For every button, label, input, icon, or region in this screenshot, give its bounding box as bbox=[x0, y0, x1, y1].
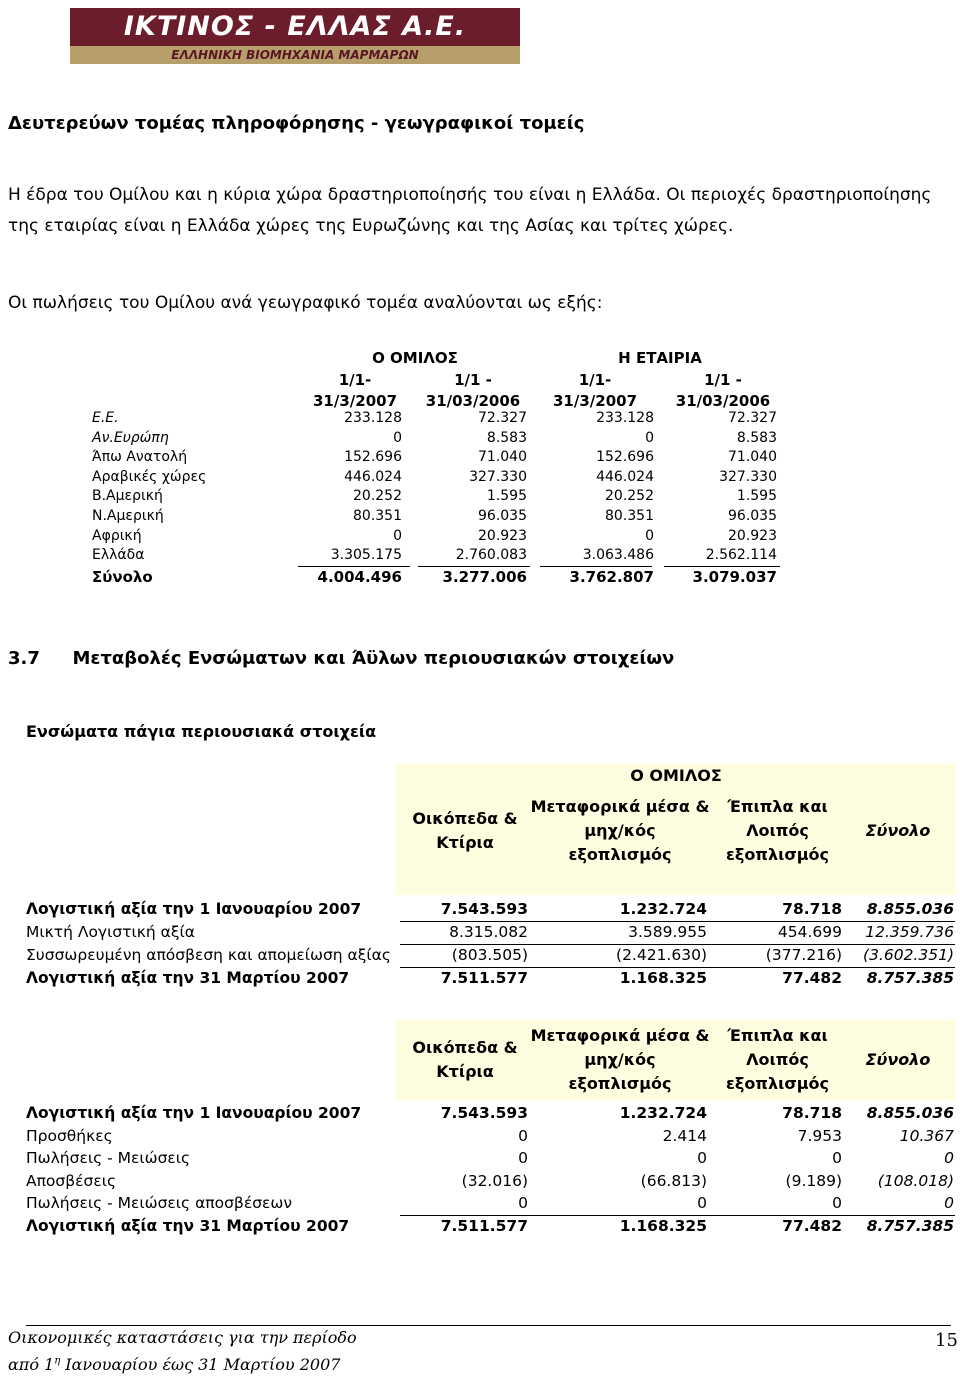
assets-row-label: Προσθήκες bbox=[26, 1126, 113, 1145]
geo-total-rule bbox=[664, 566, 780, 567]
geo-cell-d: 327.330 bbox=[719, 468, 777, 485]
assets-cell-land: (803.505) bbox=[451, 946, 528, 964]
assets-col-header: Μεταφορικά μέσα & bbox=[530, 1026, 710, 1045]
footer-line2-post: Ιανουαρίου έως 31 Μαρτίου 2007 bbox=[60, 1355, 341, 1374]
geo-cell-a: 0 bbox=[393, 429, 402, 446]
assets-row-label: Μικτή Λογιστική αξία bbox=[26, 923, 195, 941]
assets-col-header: εξοπλισμός bbox=[725, 845, 830, 864]
col-c-line1: 1/1- bbox=[578, 371, 612, 389]
assets-row-label: Λογιστική αξία την 31 Μαρτίου 2007 bbox=[26, 1216, 350, 1235]
paragraph-line-2: της εταιρίας είναι η Ελλάδα χώρες της Ευρωζώνης και της Ασίας και τρίτες χώρες. bbox=[8, 216, 734, 236]
assets-cell-vehicles: (66.813) bbox=[640, 1171, 707, 1190]
assets-cell-furniture: 7.953 bbox=[797, 1126, 842, 1145]
assets-cell-total: 10.367 bbox=[899, 1126, 954, 1145]
assets-col-header: Έπιπλα και bbox=[727, 1026, 828, 1045]
assets-cell-total: (3.602.351) bbox=[863, 946, 954, 964]
assets-cell-vehicles: 1.168.325 bbox=[619, 969, 707, 987]
assets-cell-land: 7.543.593 bbox=[440, 900, 528, 918]
assets-row-rule bbox=[400, 921, 955, 922]
section-title-geographic: Δευτερεύων τομέας πληροφόρησης - γεωγραφικοί τομείς bbox=[8, 113, 585, 134]
geo-row-label: Αραβικές χώρες bbox=[92, 468, 207, 485]
assets-cell-total: 8.855.036 bbox=[866, 900, 954, 918]
geo-cell-c: 233.128 bbox=[596, 410, 654, 426]
assets-cell-land: 7.543.593 bbox=[440, 1104, 528, 1122]
section-number: 3.7 bbox=[8, 648, 40, 669]
assets-cell-vehicles: (2.421.630) bbox=[616, 946, 707, 964]
assets-cell-land: 0 bbox=[518, 1194, 528, 1212]
geo-total-rule bbox=[298, 566, 410, 567]
geo-cell-a: 4.004.496 bbox=[317, 567, 402, 586]
assets-row-label: Συσσωρευμένη απόσβεση και απομείωση αξίας bbox=[26, 946, 391, 964]
geo-cell-c: 3.762.807 bbox=[569, 567, 654, 586]
assets-cell-land: 8.315.082 bbox=[449, 923, 528, 941]
assets-row-label: Λογιστική αξία την 1 Ιανουαρίου 2007 bbox=[26, 900, 362, 918]
assets-cell-land: (32.016) bbox=[461, 1171, 528, 1190]
assets-cell-furniture: (9.189) bbox=[785, 1171, 842, 1190]
assets-cell-total: 12.359.736 bbox=[865, 923, 954, 941]
assets-row-rule bbox=[400, 944, 955, 945]
geo-cell-b: 3.277.006 bbox=[442, 567, 527, 586]
geo-cell-d: 3.079.037 bbox=[692, 567, 777, 586]
assets-cell-furniture: 0 bbox=[832, 1194, 842, 1212]
geo-cell-a: 446.024 bbox=[344, 468, 402, 485]
assets-cell-furniture: 78.718 bbox=[782, 900, 842, 918]
geo-cell-a: 80.351 bbox=[353, 508, 402, 524]
geo-cell-d: 72.327 bbox=[728, 410, 777, 426]
sales-intro: Οι πωλήσεις του Ομίλου ανά γεωγραφικό τομέα αναλύονται ως εξής: bbox=[8, 293, 603, 313]
assets-cell-vehicles: 1.232.724 bbox=[619, 1104, 707, 1122]
geo-row-label: Αν.Ευρώπη bbox=[92, 429, 169, 446]
assets-cell-land: 0 bbox=[518, 1126, 528, 1145]
assets-col-header: Έπιπλα και bbox=[727, 797, 828, 816]
col-d-line2: 31/03/2006 bbox=[675, 392, 771, 410]
assets-col-header: Κτίρια bbox=[436, 1062, 494, 1081]
geo-cell-c: 0 bbox=[645, 429, 654, 446]
assets-cell-vehicles: 1.232.724 bbox=[619, 900, 707, 918]
geo-cell-b: 72.327 bbox=[478, 410, 527, 426]
assets-col-header: Λοιπός bbox=[746, 821, 809, 840]
geo-cell-b: 2.760.083 bbox=[455, 547, 527, 564]
section-heading: Μεταβολές Ενσώματων και Άϋλων περιουσιακών στοιχείων bbox=[72, 648, 675, 669]
assets-cell-furniture: 0 bbox=[832, 1149, 842, 1167]
section-title-assets bbox=[8, 648, 674, 669]
company-logo bbox=[70, 8, 520, 66]
assets-row-label: Πωλήσεις - Μειώσεις bbox=[26, 1149, 191, 1167]
assets-col-header: μηχ/κός bbox=[584, 1050, 656, 1069]
geo-cell-b: 96.035 bbox=[478, 508, 527, 524]
assets-row-label: Πωλήσεις - Μειώσεις αποσβέσεων bbox=[26, 1194, 293, 1212]
geo-total-rule bbox=[418, 566, 530, 567]
assets-cell-furniture: 78.718 bbox=[782, 1104, 842, 1122]
assets-cell-land: 7.511.577 bbox=[440, 1216, 528, 1235]
assets-cell-furniture: 454.699 bbox=[777, 923, 842, 941]
assets-row-label: Λογιστική αξία την 31 Μαρτίου 2007 bbox=[26, 969, 350, 987]
geo-cell-d: 96.035 bbox=[728, 508, 777, 524]
geo-cell-b: 8.583 bbox=[486, 429, 527, 446]
geo-row-label: Άπω Ανατολή bbox=[92, 449, 188, 466]
assets-col-header: Κτίρια bbox=[436, 833, 494, 852]
assets-col-header: εξοπλισμός bbox=[568, 1074, 672, 1093]
geo-row-label: Ελλάδα bbox=[92, 547, 145, 564]
geo-row-label: Β.Αμερική bbox=[92, 488, 163, 505]
assets-col-header: Σύνολο bbox=[865, 821, 931, 840]
assets-col-header: Σύνολο bbox=[865, 1050, 931, 1069]
geo-cell-d: 20.923 bbox=[728, 527, 777, 544]
assets-col-header: Λοιπός bbox=[746, 1050, 809, 1069]
assets-cell-land: 0 bbox=[518, 1149, 528, 1167]
assets-col-header: εξοπλισμός bbox=[725, 1074, 830, 1093]
logo-subtitle: ΕΛΛΗΝΙΚΗ ΒΙΟΜΗΧΑΝΙΑ ΜΑΡΜΑΡΩΝ bbox=[70, 46, 520, 64]
geo-cell-b: 71.040 bbox=[478, 449, 527, 466]
col-b-line1: 1/1 - bbox=[454, 371, 492, 389]
geo-cell-c: 446.024 bbox=[596, 468, 654, 485]
assets-row-label: Λογιστική αξία την 1 Ιανουαρίου 2007 bbox=[26, 1104, 362, 1122]
col-c-line2: 31/3/2007 bbox=[552, 392, 638, 410]
geo-total-label: Σύνολο bbox=[92, 567, 153, 586]
assets-cell-vehicles: 3.589.955 bbox=[628, 923, 707, 941]
footer-line2-sup: η bbox=[54, 1355, 61, 1367]
logo-brand: ΙΚΤΙΝΟΣ - ΕΛΛΑΣ Α.Ε. bbox=[70, 8, 520, 46]
col-b-line2: 31/03/2006 bbox=[425, 392, 521, 410]
assets-cell-total: 8.757.385 bbox=[866, 1216, 954, 1235]
geo-cell-c: 0 bbox=[645, 527, 654, 544]
page-number: 15 bbox=[935, 1330, 958, 1351]
footer-line-1: Οικονομικές καταστάσεις για την περίοδο bbox=[8, 1328, 357, 1347]
geo-cell-c: 3.063.486 bbox=[582, 547, 654, 564]
assets-col-header: Οικόπεδα & bbox=[412, 1038, 518, 1057]
geo-row-label: Ν.Αμερική bbox=[92, 508, 164, 524]
geo-total-rule bbox=[540, 566, 652, 567]
assets-row-rule bbox=[400, 967, 955, 968]
geo-cell-d: 1.595 bbox=[736, 488, 777, 505]
assets-cell-total: 8.855.036 bbox=[866, 1104, 954, 1122]
group-header: Ο ΟΜΙΛΟΣ bbox=[372, 349, 458, 367]
geo-cell-a: 233.128 bbox=[344, 410, 402, 426]
geo-cell-b: 20.923 bbox=[478, 527, 527, 544]
geo-cell-c: 152.696 bbox=[596, 449, 654, 466]
geo-row-label: Ε.Ε. bbox=[92, 410, 119, 426]
col-a-line1: 1/1- bbox=[338, 371, 372, 389]
assets-cell-vehicles: 1.168.325 bbox=[619, 1216, 707, 1235]
assets-cell-vehicles: 0 bbox=[697, 1194, 707, 1212]
geo-cell-a: 0 bbox=[393, 527, 402, 544]
assets-col-header: μηχ/κός bbox=[584, 821, 656, 840]
col-a-line2: 31/3/2007 bbox=[312, 392, 398, 410]
assets-cell-total: 0 bbox=[944, 1194, 954, 1212]
geo-cell-d: 71.040 bbox=[728, 449, 777, 466]
assets-cell-vehicles: 2.414 bbox=[662, 1126, 707, 1145]
assets-cell-land: 7.511.577 bbox=[440, 969, 528, 987]
geo-cell-a: 152.696 bbox=[344, 449, 402, 466]
geo-cell-b: 1.595 bbox=[486, 488, 527, 505]
assets-group-header: Ο ΟΜΙΛΟΣ bbox=[630, 766, 722, 785]
footer-line-2 bbox=[8, 1355, 340, 1374]
geo-cell-c: 80.351 bbox=[605, 508, 654, 524]
assets-row-label: Αποσβέσεις bbox=[26, 1171, 117, 1190]
geo-cell-a: 20.252 bbox=[353, 488, 402, 505]
company-header: Η ΕΤΑΙΡΙΑ bbox=[618, 349, 702, 367]
geo-cell-b: 327.330 bbox=[469, 468, 527, 485]
geo-cell-c: 20.252 bbox=[605, 488, 654, 505]
geo-row-label: Αφρική bbox=[92, 527, 142, 544]
assets-cell-vehicles: 0 bbox=[697, 1149, 707, 1167]
geo-cell-d: 2.562.114 bbox=[705, 547, 777, 564]
assets-col-header: Οικόπεδα & bbox=[412, 809, 518, 828]
tangible-assets-subtitle: Ενσώματα πάγια περιουσιακά στοιχεία bbox=[26, 722, 377, 741]
col-d-line1: 1/1 - bbox=[704, 371, 742, 389]
assets-cell-furniture: 77.482 bbox=[782, 969, 842, 987]
assets-cell-furniture: 77.482 bbox=[782, 1216, 842, 1235]
assets-cell-total: 8.757.385 bbox=[866, 969, 954, 987]
assets-cell-furniture: (377.216) bbox=[765, 946, 842, 964]
assets-col-header: εξοπλισμός bbox=[568, 845, 672, 864]
geo-cell-d: 8.583 bbox=[736, 429, 777, 446]
footer-line2-pre: από 1 bbox=[8, 1355, 55, 1374]
assets-col-header: Μεταφορικά μέσα & bbox=[530, 797, 710, 816]
assets-cell-total: 0 bbox=[944, 1149, 954, 1167]
geo-cell-a: 3.305.175 bbox=[330, 547, 402, 564]
assets-cell-total: (108.018) bbox=[877, 1171, 954, 1190]
footer-divider bbox=[26, 1325, 951, 1326]
paragraph-line-1: Η έδρα του Ομίλου και η κύρια χώρα δραστηριοποίησής του είναι η Ελλάδα. Οι περιοχές δραστηριοποίησης bbox=[8, 185, 932, 205]
